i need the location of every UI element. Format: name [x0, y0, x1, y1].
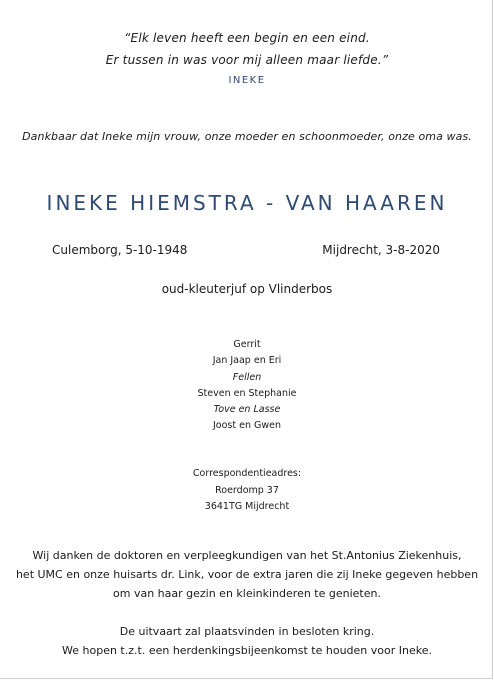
family-member: Tove en Lasse	[213, 404, 281, 416]
quote-line-2: Er tussen in was voor mij alleen maar liefde.”	[105, 53, 389, 67]
family-member: Joost en Gwen	[212, 420, 281, 432]
intro-text: Dankbaar dat Ineke mijn vrouw, onze moeder en schoonmoeder, onze oma was.	[22, 130, 472, 143]
address-street: Roerdomp 37	[215, 484, 279, 496]
address-label: Correspondentieadres:	[192, 468, 302, 479]
quote-signature: INEKE	[228, 75, 266, 86]
family-member: Jan Jaap en Eri	[212, 355, 282, 367]
birth-info: Culemborg, 5-10-1948	[52, 243, 188, 257]
funeral-paragraph	[0, 622, 494, 660]
family-list	[0, 337, 494, 435]
thanks-paragraph	[0, 546, 494, 603]
thanks-line: om van haar gezin en kleinkinderen te genieten.	[113, 587, 381, 600]
family-member: Steven en Stephanie	[197, 387, 297, 399]
occupation: oud-kleuterjuf op Vlinderbos	[161, 282, 333, 296]
funeral-line: De uitvaart zal plaatsvinden in besloten kring.	[119, 625, 375, 638]
thanks-line: het UMC en onze huisarts dr. Link, voor de extra jaren die zij Ineke gegeven hebben	[15, 568, 479, 581]
death-info: Mijdrecht, 3-8-2020	[322, 243, 440, 257]
family-member: Fellen	[232, 371, 262, 383]
family-member: Gerrit	[233, 339, 261, 350]
funeral-line: We hopen t.z.t. een herdenkingsbijeenkomst te houden voor Ineke.	[62, 644, 432, 657]
quote-line-1: “Elk leven heeft een begin en een eind.	[124, 31, 370, 45]
correspondence-address	[0, 466, 494, 516]
address-city: 3641TG Mijdrecht	[204, 501, 290, 512]
deceased-name: INEKE HIEMSTRA - VAN HAAREN	[46, 191, 448, 215]
thanks-line: Wij danken de doktoren en verpleegkundigen van het St.Antonius Ziekenhuis,	[32, 549, 462, 562]
